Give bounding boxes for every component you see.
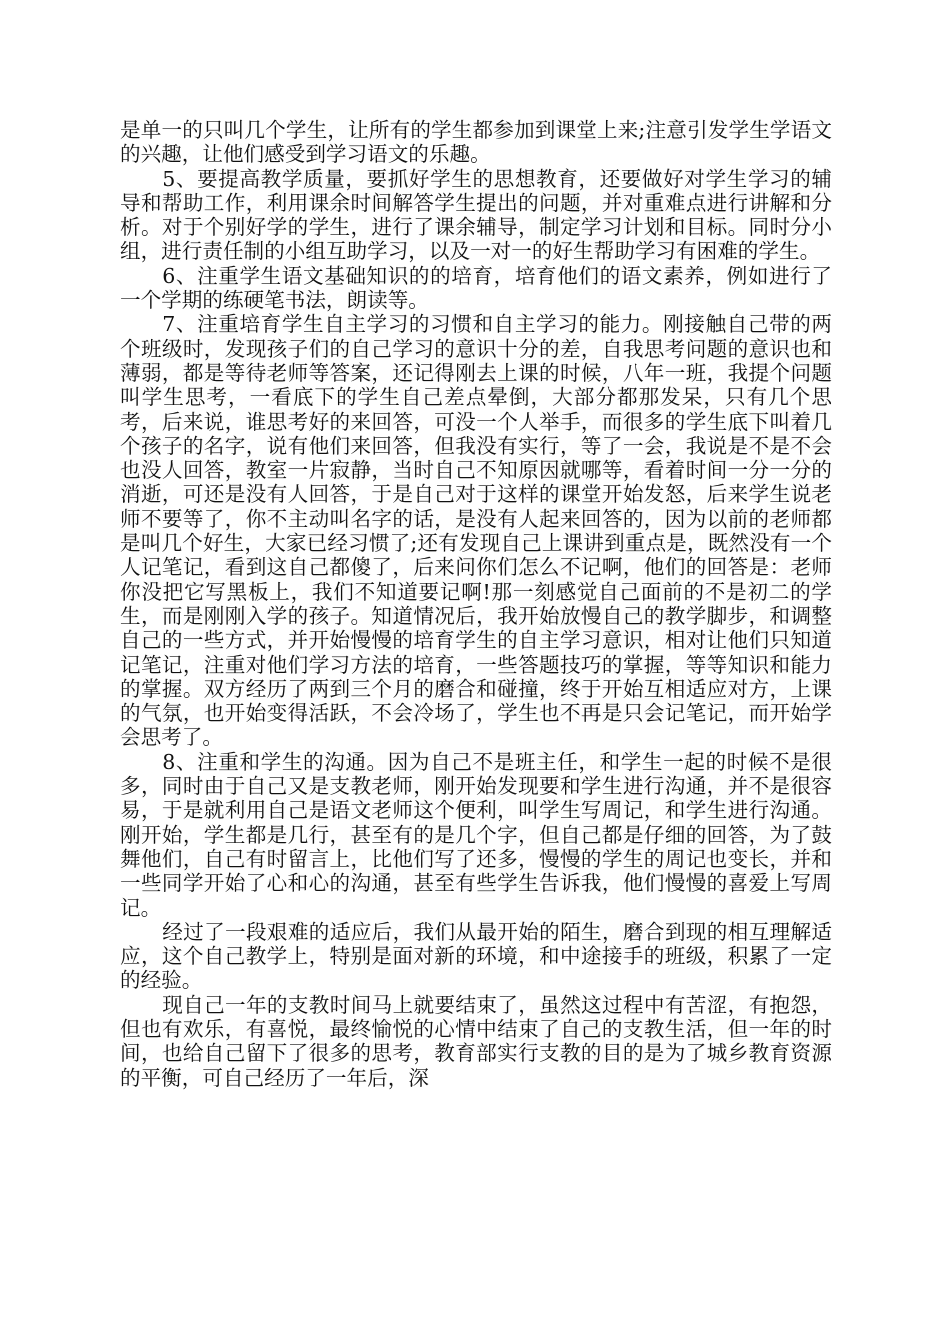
body-text [120,118,832,1090]
paragraph-continuation: 是单一的只叫几个学生，让所有的学生都参加到课堂上来;注意引发学生学语文的兴趣，让他们感受到学习语文的乐趣。 [120,118,832,167]
paragraph-item-8: 8、注重和学生的沟通。因为自己不是班主任，和学生一起的时候不是很多，同时由于自己又是支教老师，刚开始发现要和学生进行沟通，并不是很容易，于是就利用自己是语文老师这个便利，叫学生写周记，和学生进行沟通。刚开始，学生都是几行，甚至有的是几个字，但自己都是仔细的回答，为了鼓舞他们，自己有时留言上，比他们写了还多，慢慢的学生的周记也变长，并和一些同学开始了心和心的沟通，甚至有些学生告诉我，他们慢慢的喜爱上写周记。 [120,749,832,920]
paragraph-reflection: 现自己一年的支教时间马上就要结束了，虽然这过程中有苦涩，有抱怨，但也有欢乐，有喜悦，最终愉悦的心情中结束了自己的支教生活，但一年的时间，也给自己留下了很多的思考，教育部实行支教的目的是为了城乡教育资源的平衡，可自己经历了一年后，深 [120,992,832,1090]
paragraph-item-7: 7、注重培育学生自主学习的习惯和自主学习的能力。刚接触自己带的两个班级时，发现孩子们的自己学习的意识十分的差，自我思考问题的意识也和薄弱，都是等待老师等答案，还记得刚去上课的时候，八年一班，我提个问题叫学生思考，一看底下的学生自己差点晕倒，大部分都那发呆，只有几个思考，后来说，谁思考好的来回答，可没一个人举手，而很多的学生底下叫着几个孩子的名字，说有他们来回答，但我没有实行，等了一会，我说是不是不会也没人回答，教室一片寂静，当时自己不知原因就哪等，看着时间一分一分的消逝，可还是没有人回答，于是自己对于这样的课堂开始发怒，后来学生说老师不要等了，你不主动叫名字的话，是没有人起来回答的，因为以前的老师都是叫几个好生，大家已经习惯了;还有发现自己上课讲到重点是，既然没有一个人记笔记，看到这自己都傻了，后来问你们怎么不记啊，他们的回答是：老师你没把它写黑板上，我们不知道要记啊!那一刻感觉自己面前的不是初二的学生，而是刚刚入学的孩子。知道情况后，我开始放慢自己的教学脚步，和调整自己的一些方式，并开始慢慢的培育学生的自主学习意识，相对让他们只知道记笔记，注重对他们学习方法的培育，一些答题技巧的掌握，等等知识和能力的掌握。双方经历了两到三个月的磨合和碰撞，终于开始互相适应对方，上课的气氛，也开始变得活跃，不会冷场了，学生也不再是只会记笔记，而开始学会思考了。 [120,312,832,750]
paragraph-experience: 经过了一段艰难的适应后，我们从最开始的陌生，磨合到现的相互理解适应，这个自己教学上，特别是面对新的环境，和中途接手的班级，积累了一定的经验。 [120,919,832,993]
paragraph-item-6: 6、注重学生语文基础知识的的培育，培育他们的语文素养，例如进行了一个学期的练硬笔书法，朗读等。 [120,263,832,313]
paragraph-item-5: 5、要提高教学质量，要抓好学生的思想教育，还要做好对学生学习的辅导和帮助工作，利用课余时间解答学生提出的问题，并对重难点进行讲解和分析。对于个别好学的学生，进行了课余辅导，制定学习计划和目标。同时分小组，进行责任制的小组互助学习，以及一对一的好生帮助学习有困难的学生。 [120,166,832,264]
